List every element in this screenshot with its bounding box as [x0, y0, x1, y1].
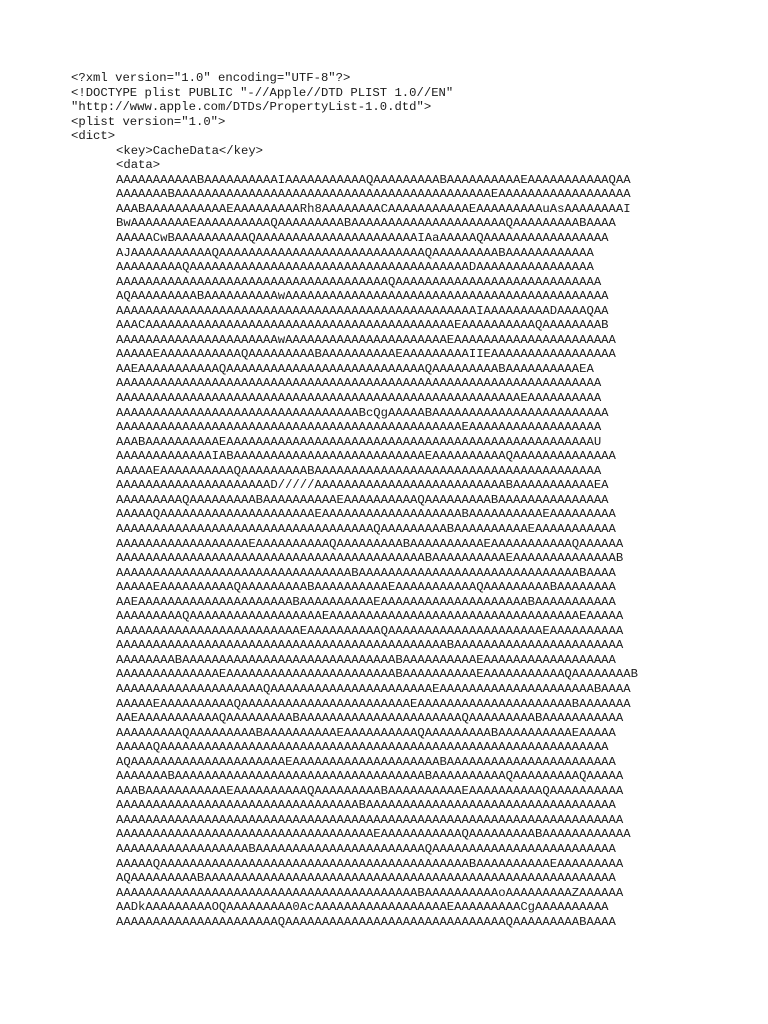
data-line: AJAAAAAAAAAAAQAAAAAAAAAAAAAAAAAAAAAAAAAAAAQAAAAAAAAABAAAAAAAAAAAA — [116, 245, 594, 260]
dtd-url-line: "http://www.apple.com/DTDs/PropertyList-1.0.dtd"> — [71, 100, 432, 115]
data-line: AAAAAAAAAAAAAAAAAAAAAAAAAAAAAAAAAAAEAAAAAAAAAAAQAAAAAAAAABAAAAAAAAAAAA — [116, 827, 631, 842]
data-line: BwAAAAAAAAEAAAAAAAAAAQAAAAAAAAABAAAAAAAAAAAAAAAAAAAAAQAAAAAAAAABAAAA — [116, 216, 616, 231]
doctype-line: <!DOCTYPE plist PUBLIC "-//Apple//DTD PLIST 1.0//EN" — [71, 85, 454, 100]
dict-open-line: <dict> — [71, 129, 116, 144]
data-line: AAAAAAAAAAAAAAAAAAAAAAQAAAAAAAAAAAAAAAAAAAAAAAAAAAAAAQAAAAAAAAABAAAA — [116, 914, 616, 929]
plist-code-block — [71, 71, 638, 929]
data-line: AAAAAAAAAQAAAAAAAAAAAAAAAAAAEAAAAAAAAAAAAAAAAAAAAAAAAAAAAAAAAAAEAAAAA — [116, 609, 624, 624]
data-line: AQAAAAAAAAABAAAAAAAAAAAAAAAAAAAAAAAAAAAAAAAAAAAAAAAAAAAAAAAAAAAAAAAA — [116, 871, 616, 886]
data-line: AAAAAEAAAAAAAAAAQAAAAAAAAABAAAAAAAAAAAAAAAAAAAAAAAAAAAAAAAAAAAAAAA — [116, 463, 602, 478]
data-line: AAAAAAAAAAAAAAAAAAAAAAAAAAAAAAAAABAAAAAAAAAAAAAAAAAAAAAAAAAAAAAAAAAA — [116, 798, 616, 813]
data-line: AAAAAAAAAAAAAAAAAAAAAAAAAAAAAAAAAAAAAQAAAAAAAAAAAAAAAAAAAAAAAAAAAA — [116, 274, 602, 289]
data-line: AAAAAQAAAAAAAAAAAAAAAAAAAAAEAAAAAAAAAAAAAAAAAAABAAAAAAAAAAEAAAAAAAAA — [116, 507, 616, 522]
data-line: AAAAAAAAAAAAAAAAAAEAAAAAAAAAAQAAAAAAAAABAAAAAAAAAAEAAAAAAAAAAAQAAAAAA — [116, 536, 624, 551]
data-line: AAAAAAAAAAAAAAAAAABAAAAAAAAAAAAAAAAAAAAAAAQAAAAAAAAAAAAAAAAAAAAAAAAA — [116, 841, 616, 856]
data-line: AAAAAAAAAAAAAAAAAAAAAAAAAAAAAAAAAAAAAAAAAAAAAAAEAAAAAAAAAAAAAAAAAA — [116, 420, 602, 435]
data-line: AAACAAAAAAAAAAAAAAAAAAAAAAAAAAAAAAAAAAAAAAAAAAEAAAAAAAAAAQAAAAAAAAB — [116, 318, 609, 333]
data-line: AAAAAAAAAQAAAAAAAAABAAAAAAAAAAEAAAAAAAAAAQAAAAAAAAABAAAAAAAAAAAAAAA — [116, 492, 609, 507]
data-line: AAAAAAAAAAAAAAAAAAAAAAAAAAAAAAAAAAAAAAAAAAAAAAAAAAAAAAAEAAAAAAAAAA — [116, 391, 602, 406]
data-line: AAAAAAAAAQAAAAAAAAABAAAAAAAAAAEAAAAAAAAAAQAAAAAAAAABAAAAAAAAAAEAAAAA — [116, 725, 616, 740]
data-line: AAAAAQAAAAAAAAAAAAAAAAAAAAAAAAAAAAAAAAAAAAAAAAAAAAAAAAAAAAAAAAAAAAA — [116, 740, 609, 755]
data-line: AAAAAAAAAAAAAAAAAAAAAAAAAAAAAAAAABcQgAAAAABAAAAAAAAAAAAAAAAAAAAAAAA — [116, 405, 609, 420]
data-line: AAAAAAAAAAAAAAAAAAAAAAAAAAAAAAAAAAAAAAAAAAAAAAAAAIAAAAAAAAADAAAAQAA — [116, 303, 609, 318]
data-line: AAABAAAAAAAAAAEAAAAAAAAAAAAAAAAAAAAAAAAAAAAAAAAAAAAAAAAAAAAAAAAAAU — [116, 434, 602, 449]
data-line: AAAAAAAAAAAAAAAAAAAAAAAAAAAAAAAAAAAAAAAAAAAAAAAAAAAAAAAAAAAAAAAAAAAAA — [116, 812, 624, 827]
data-line: AAAAAAAAAAAAAAAAAAAAAAwAAAAAAAAAAAAAAAAAAAAAAEAAAAAAAAAAAAAAAAAAAAAA — [116, 332, 616, 347]
data-line: AAAAAAAABAAAAAAAAAAAAAAAAAAAAAAAAAAAAABAAAAAAAAAAEAAAAAAAAAAAAAAAAAA — [116, 652, 616, 667]
data-line: AQAAAAAAAAAAAAAAAAAAAAAEAAAAAAAAAAAAAAAAAAAABAAAAAAAAAAAAAAAAAAAAAAA — [116, 754, 616, 769]
data-line: AAAAAAAAAAAAAAAAAAAAAAAAAAAAAAAAAAAAAAAAAAAAABAAAAAAAAAAAAAAAAAAAAAAA — [116, 638, 624, 653]
data-line: AADkAAAAAAAAAOQAAAAAAAAA0AcAAAAAAAAAAAAAAAAAAEAAAAAAAAACgAAAAAAAAAA — [116, 900, 609, 915]
key-line: <key>CacheData</key> — [116, 143, 264, 158]
data-line: AAABAAAAAAAAAAAEAAAAAAAAAAQAAAAAAAAABAAAAAAAAAAEAAAAAAAAAAQAAAAAAAAAA — [116, 783, 624, 798]
data-line: AAAAAAAAAAAAAAAAAAAAAAAAAEAAAAAAAAAAQAAAAAAAAAAAAAAAAAAAAAEAAAAAAAAAA — [116, 623, 624, 638]
data-line: AAAAAAAAAAAAAAAAAAAAAD/////AAAAAAAAAAAAAAAAAAAAAAAAAABAAAAAAAAAAAEA — [116, 478, 609, 493]
data-line: AAAAAAABAAAAAAAAAAAAAAAAAAAAAAAAAAAAAAAAAAAAAAAAAAAEAAAAAAAAAAAAAAAAAA — [116, 187, 631, 202]
data-line: AAAAACwBAAAAAAAAAAQAAAAAAAAAAAAAAAAAAAAAAIAaAAAAAQAAAAAAAAAAAAAAAAA — [116, 231, 609, 246]
data-line: AAAAAAAAAAAAAIABAAAAAAAAAAAAAAAAAAAAAAAAAAEAAAAAAAAAAQAAAAAAAAAAAAAA — [116, 449, 616, 464]
data-line: AAAAAAAAAAAAAAAAAAAAAAAAAAAAAAAAAAAAAAAAAAAAAAAAAAAAAAAAAAAAAAAAAA — [116, 376, 602, 391]
data-line: AAAAAAAAAAAAAAAAAAAAAAAAAAAAAAAAAAAAAAAAAABAAAAAAAAAAEAAAAAAAAAAAAAAB — [116, 551, 624, 566]
data-line: AAAAAAAAAAAAAAAAAAAAAAAAAAAAAAAAAAAQAAAAAAAAABAAAAAAAAAAEAAAAAAAAAAA — [116, 521, 616, 536]
data-line: AAAAAEAAAAAAAAAAAQAAAAAAAAABAAAAAAAAAAEAAAAAAAAAIIEAAAAAAAAAAAAAAAAA — [116, 347, 616, 362]
data-line: AAAAAAAAAAAAAAAAAAAAAAAAAAAAAAAAAAAAAAAAABAAAAAAAAAAoAAAAAAAAAZAAAAAA — [116, 885, 624, 900]
data-lines-container — [71, 173, 638, 929]
data-line: AAAAAAAAAQAAAAAAAAAAAAAAAAAAAAAAAAAAAAAAAAAAAAAADAAAAAAAAAAAAAAAA — [116, 260, 594, 275]
data-line: AAAAAAABAAAAAAAAAAAAAAAAAAAAAAAAAAAAAAAAAABAAAAAAAAAAQAAAAAAAAAQAAAAA — [116, 769, 624, 784]
data-line: AAEAAAAAAAAAAAAAAAAAAAAABAAAAAAAAAAEAAAAAAAAAAAAAAAAAAAABAAAAAAAAAAA — [116, 594, 616, 609]
plist-open-line: <plist version="1.0"> — [71, 114, 226, 129]
data-line: AAAAAAAAAAAAAAEAAAAAAAAAAAAAAAAAAAAAAABAAAAAAAAAAEAAAAAAAAAAAQAAAAAAAAB — [116, 667, 638, 682]
data-line: AAABAAAAAAAAAAAEAAAAAAAAARh8AAAAAAAACAAAAAAAAAAAEAAAAAAAAAuAsAAAAAAAAI — [116, 201, 631, 216]
data-line: AAAAAQAAAAAAAAAAAAAAAAAAAAAAAAAAAAAAAAAAAAAAAAAABAAAAAAAAAAEAAAAAAAAA — [116, 856, 624, 871]
data-line: AAAAAAAAAAAAAAAAAAAAAAAAAAAAAAAABAAAAAAAAAAAAAAAAAAAAAAAAAAAAAABAAAA — [116, 565, 616, 580]
data-line: AAAAAEAAAAAAAAAAQAAAAAAAAABAAAAAAAAAAEAAAAAAAAAAAQAAAAAAAAABAAAAAAAA — [116, 580, 616, 595]
data-line: AAEAAAAAAAAAAAQAAAAAAAAAAAAAAAAAAAAAAAAAAAQAAAAAAAAABAAAAAAAAAAEA — [116, 361, 594, 376]
data-line: AAAAAAAAAAABAAAAAAAAAAIAAAAAAAAAAAQAAAAAAAAABAAAAAAAAAAEAAAAAAAAAAAQAA — [116, 172, 631, 187]
data-line: AQAAAAAAAAABAAAAAAAAAAwAAAAAAAAAAAAAAAAAAAAAAAAAAAAAAAAAAAAAAAAAAAA — [116, 289, 609, 304]
xml-declaration-line: <?xml version="1.0" encoding="UTF-8"?> — [71, 71, 351, 85]
data-open-line: <data> — [116, 158, 161, 173]
data-line: AAAAAAAAAAAAAAAAAAAAQAAAAAAAAAAAAAAAAAAAAAAEAAAAAAAAAAAAAAAAAAAAABAAAA — [116, 681, 631, 696]
data-line: AAEAAAAAAAAAAAQAAAAAAAAABAAAAAAAAAAAAAAAAAAAAAAQAAAAAAAAABAAAAAAAAAAA — [116, 711, 624, 726]
data-line: AAAAAEAAAAAAAAAAQAAAAAAAAAAAAAAAAAAAAAAAEAAAAAAAAAAAAAAAAAAAAABAAAAAAA — [116, 696, 631, 711]
